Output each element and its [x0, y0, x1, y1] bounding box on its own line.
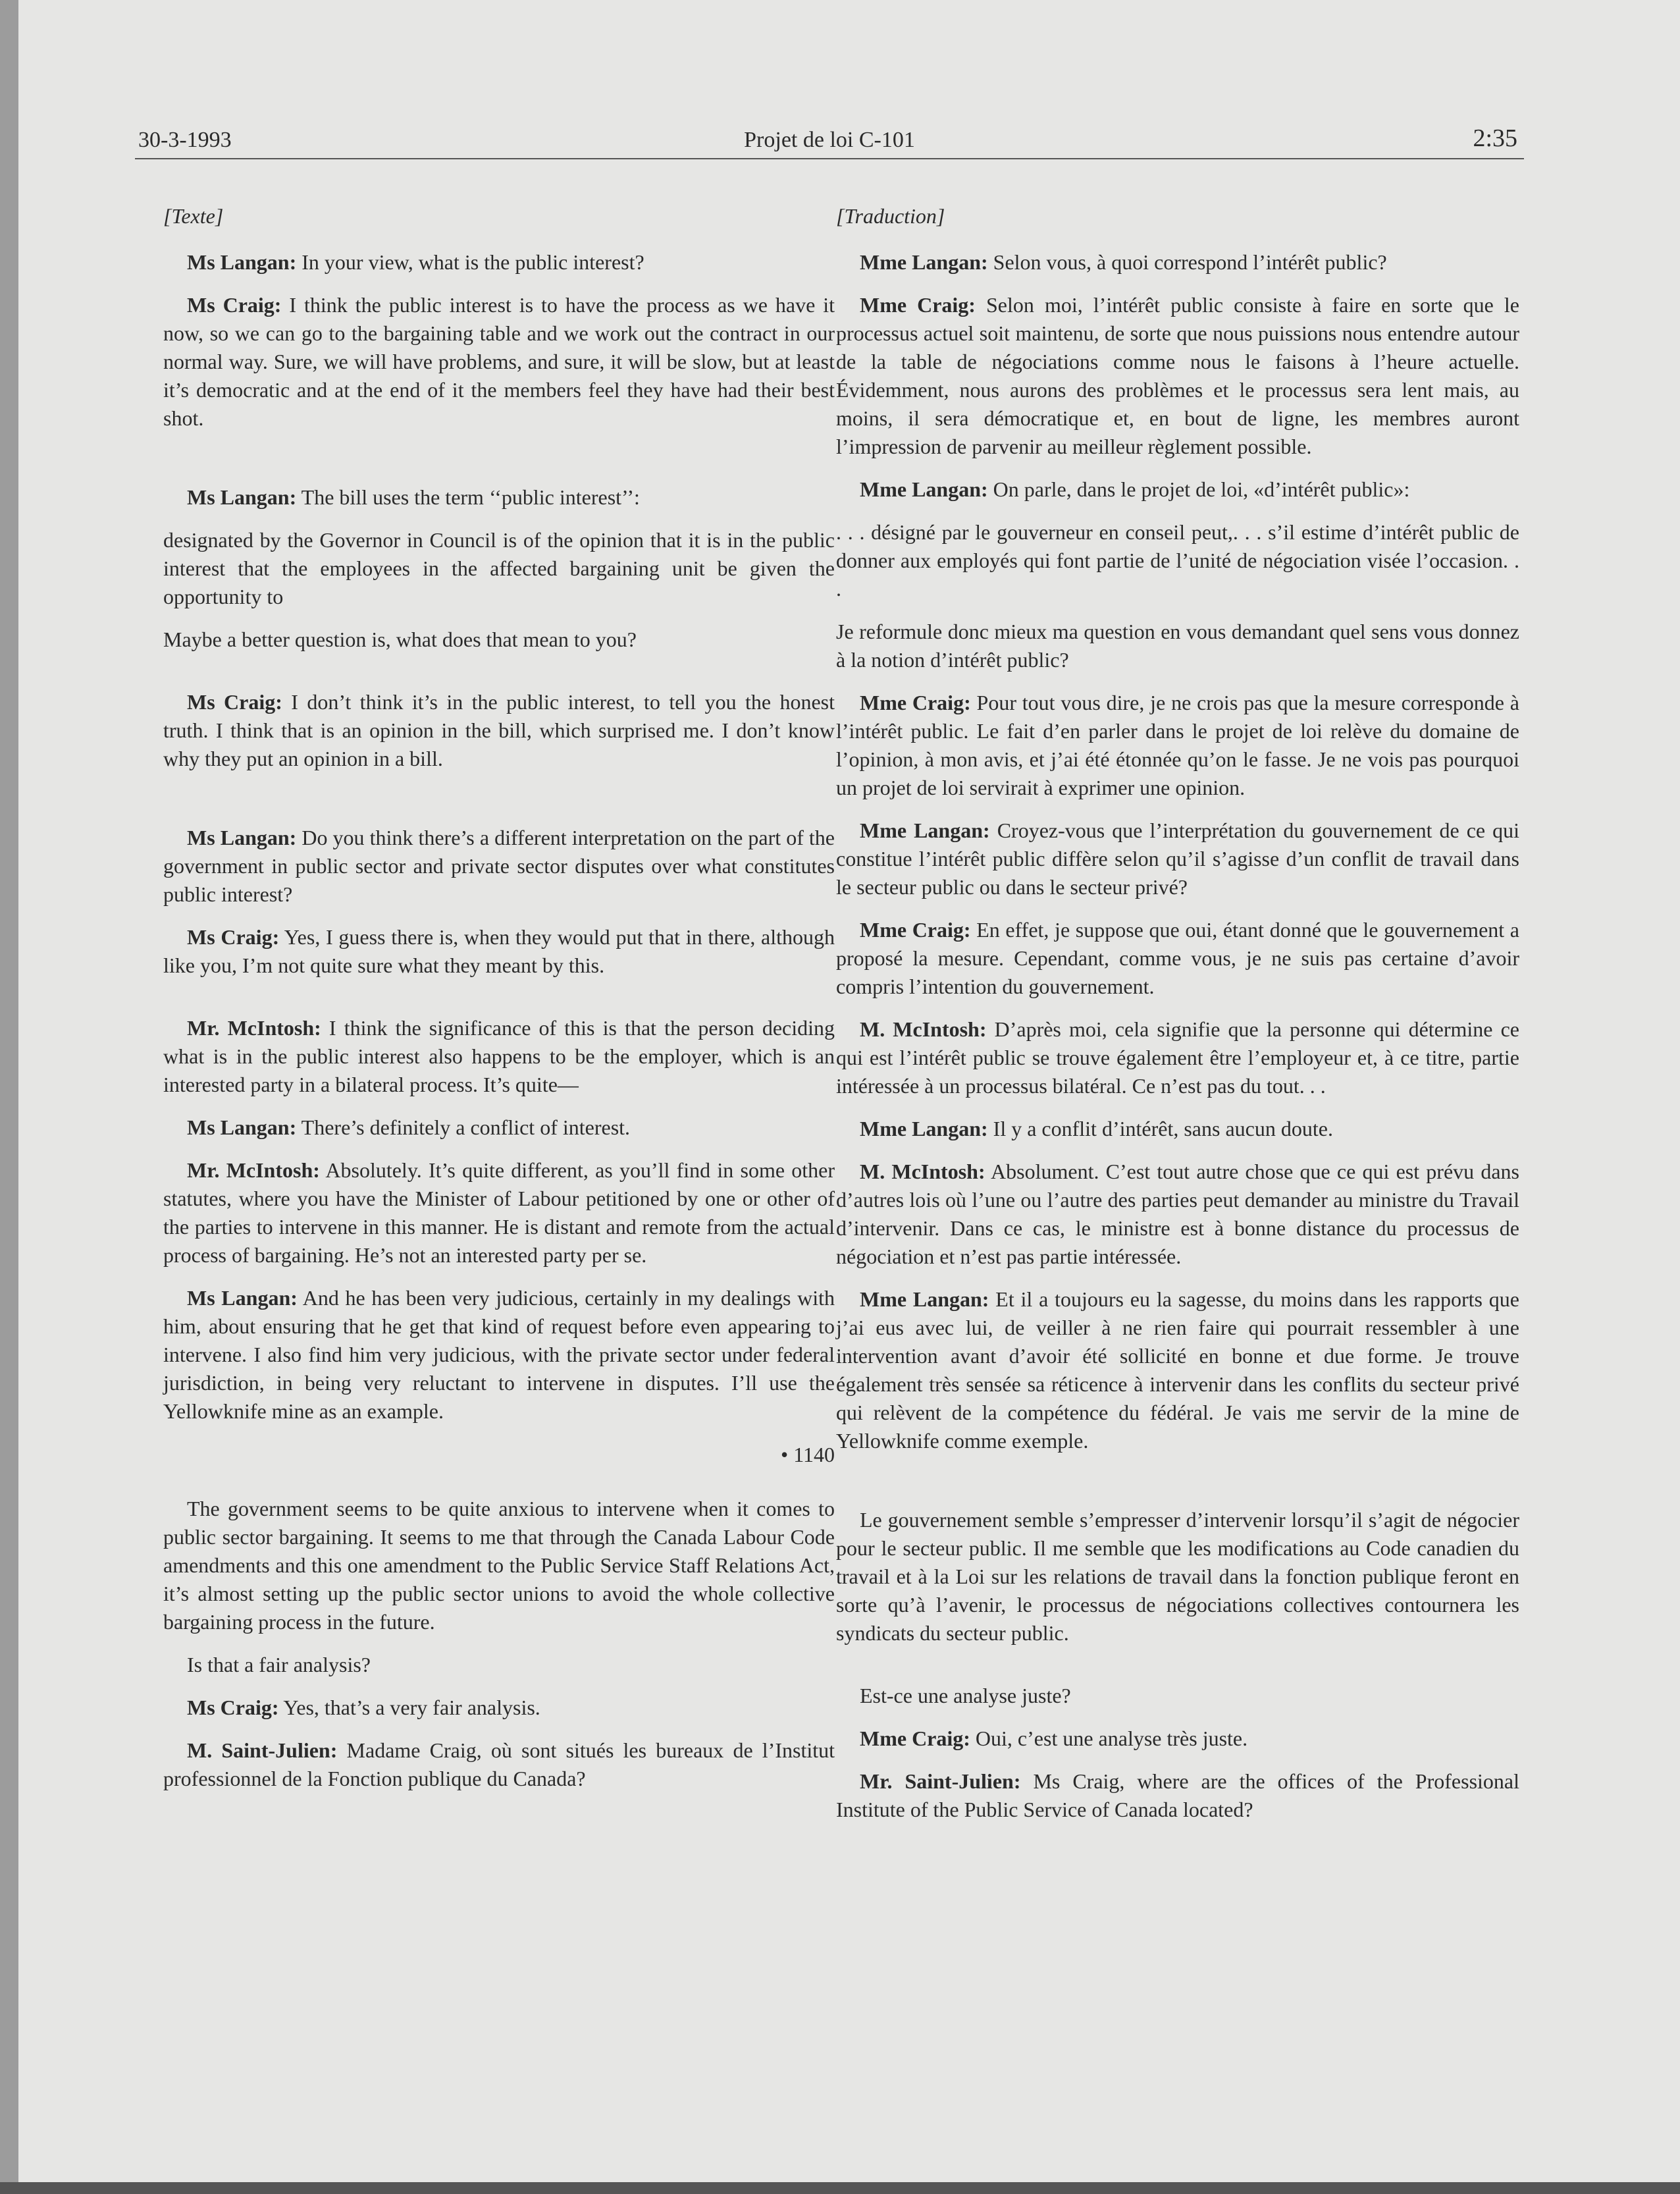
speaker: Mme Craig:	[860, 918, 971, 942]
speech: The bill uses the term ‘‘public interest’’:	[296, 485, 640, 509]
paragraph	[163, 291, 835, 433]
left-column	[163, 198, 835, 1807]
speaker: Mme Langan:	[860, 1287, 989, 1311]
paragraph	[836, 1158, 1519, 1271]
speech: In your view, what is the public interest?	[296, 250, 644, 274]
speech: Madame Craig, où sont situés les bureaux de l’Institut professionnel de la Fonction publique du Canada?	[163, 1738, 835, 1790]
speech: Oui, c’est une analyse très juste.	[970, 1726, 1248, 1750]
speaker: Ms Langan:	[187, 250, 297, 274]
paragraph	[836, 916, 1519, 1001]
speech: Selon moi, l’intérêt public consiste à faire en sorte que le processus actuel soit maintenu, de sorte que nous puissions nous entendre autour de la table de négociations comme nous le faisons à l’heure actuelle. Évidemment, nous aurons des problèmes et le processus sera lent mais, au moins, il sera démocratique et, en bout de ligne, les membres auront l’impression de parvenir au meilleur règlement possible.	[836, 293, 1520, 458]
speaker: M. Saint-Julien:	[187, 1738, 338, 1762]
speaker: Mr. Saint-Julien:	[860, 1769, 1021, 1793]
speech: I think the public interest is to have the process as we have it now, so we can go to the bargaining table and we work out the contract in our normal way. Sure, we will have problems, and sure, it will be slow, but at least it’s democratic and at the end of it the members feel they have had their best shot.	[163, 293, 835, 430]
speech: Selon vous, à quoi correspond l’intérêt public?	[987, 250, 1387, 274]
paragraph: Je reformule donc mieux ma question en vous demandant quel sens vous donnez à la notion d’intérêt public?	[836, 620, 1519, 672]
speech: I think the significance of this is that the person deciding what is in the public interest also happens to be the employer, which is an interested party in a bilateral process. It’s quite—	[163, 1016, 835, 1096]
speech: Absolument. C’est tout autre chose que ce qui est prévu dans d’autres lois où l’une ou l’autre des parties peut demander au ministre du Travail d’intervenir. Dans ce cas, le ministre est à bonne distance du processus de négociation et n’est pas partie intéressée.	[836, 1160, 1520, 1268]
speaker: Ms Craig:	[187, 1696, 279, 1719]
speech: Yes, that’s a very fair analysis.	[278, 1696, 540, 1719]
speaker: Ms Langan:	[187, 485, 297, 509]
speaker: Mme Craig:	[860, 293, 976, 317]
page-edge-shadow	[0, 0, 18, 2194]
paragraph	[836, 1725, 1519, 1753]
quoted-text: . . . désigné par le gouverneur en conseil peut,. . . s’il estime d’intérêt public de donner aux employés qui font partie de l’unité de négociation visée l’occasion. . .	[836, 520, 1519, 601]
speaker: Mme Langan:	[860, 477, 988, 501]
speech: Et il a toujours eu la sagesse, du moins dans les rapports que j’ai eus avec lui, de veiller à ne rien faire qui pourrait ressembler à une intervention avant d’avoir été sollicité en bonne et due forme. Je trouve également très sensée sa réticence à intervenir dans les conflits du secteur privé qui relèvent de la compétence du fédéral. Je vais me servir de la mine de Yellowknife comme exemple.	[836, 1287, 1520, 1453]
page-bottom-edge	[0, 2182, 1680, 2194]
speaker: M. McIntosh:	[860, 1017, 987, 1041]
speech: Do you think there’s a different interpretation on the part of the government in public sector and private sector disputes over what constitutes public interest?	[163, 826, 835, 906]
speech: Absolutely. It’s quite different, as you’ll find in some other statutes, where you have the Minister of Labour petitioned by one or other of the parties to intervene in this manner. He is distant and remote from the actual process of bargaining. He’s not an interested party per se.	[163, 1158, 835, 1267]
paragraph	[163, 1156, 835, 1270]
paragraph	[163, 923, 835, 980]
speech: Croyez-vous que l’interprétation du gouvernement de ce qui constitue l’intérêt public diffère selon qu’il s’agisse d’un conflit de travail dans le secteur public ou dans le secteur privé?	[836, 818, 1520, 899]
right-column-label: [Traduction]	[836, 204, 945, 228]
header-page-number: 2:35	[1473, 124, 1517, 152]
right-column	[836, 198, 1519, 1838]
paragraph	[836, 475, 1519, 504]
paragraph	[836, 291, 1519, 461]
speaker: Mr. McIntosh:	[187, 1016, 321, 1040]
paragraph: Maybe a better question is, what does that mean to you?	[163, 628, 637, 651]
quoted-text: designated by the Governor in Council is of the opinion that it is in the public interest that the employees in the affected bargaining unit be given the opportunity to	[163, 528, 835, 608]
speaker: Ms Langan:	[187, 1286, 298, 1310]
speech: I don’t think it’s in the public interest, to tell you the honest truth. I think that is an opinion in the bill, which surprised me. I don’t know why they put an opinion in a bill.	[163, 690, 835, 770]
paragraph	[163, 1014, 835, 1099]
paragraph	[836, 1285, 1519, 1455]
paragraph	[836, 689, 1519, 802]
paragraph: Is that a fair analysis?	[187, 1653, 371, 1676]
paragraph	[163, 1113, 835, 1142]
paragraph	[163, 1736, 835, 1793]
paragraph: Le gouvernement semble s’empresser d’intervenir lorsqu’il s’agit de négocier pour le secteur public. Il me semble que les modifications au Code canadien du travail et à la Loi sur les relations de travail dans la fonction publique feront en sorte qu’à l’avenir, le processus de négociations collectives contournera les syndicats du secteur public.	[836, 1508, 1519, 1645]
paragraph	[836, 816, 1519, 901]
speech: There’s definitely a conflict of interest.	[296, 1115, 631, 1139]
timestamp: • 1140	[780, 1443, 835, 1466]
speech: Ms Craig, where are the offices of the Professional Institute of the Public Service of Canada located?	[836, 1769, 1520, 1821]
paragraph	[163, 1284, 835, 1426]
speech: D’après moi, cela signifie que la personne qui détermine ce qui est l’intérêt public se trouve également être l’employeur et, à ce titre, partie intéressée à un processus bilatéral. Ce n’est pas du tout. . .	[836, 1017, 1520, 1098]
speech: Pour tout vous dire, je ne crois pas que la mesure corresponde à l’intérêt public. Le fait d’en parler dans le projet de loi relève du domaine de l’opinion, à mon avis, et j’ai été étonnée qu’on le fasse. Je ne vois pas pourquoi un projet de loi servirait à exprimer une opinion.	[836, 691, 1520, 799]
paragraph	[836, 1767, 1519, 1824]
speaker: Ms Craig:	[187, 925, 280, 949]
speaker: Ms Langan:	[187, 1115, 297, 1139]
speech: On parle, dans le projet de loi, «d’intérêt public»:	[987, 477, 1410, 501]
paragraph: Est-ce une analyse juste?	[860, 1684, 1071, 1707]
speaker: Mme Langan:	[860, 1117, 988, 1140]
speech: Il y a conflit d’intérêt, sans aucun doute.	[987, 1117, 1333, 1140]
speaker: Ms Langan:	[187, 826, 297, 849]
paragraph	[163, 248, 835, 277]
speaker: Mme Craig:	[860, 1726, 970, 1750]
paragraph	[163, 824, 835, 909]
speaker: Mme Craig:	[860, 691, 971, 714]
paragraph	[836, 1115, 1519, 1143]
speaker: Mme Langan:	[860, 818, 990, 842]
paragraph: The government seems to be quite anxious to intervene when it comes to public sector bargaining. It seems to me that through the Canada Labour Code amendments and this one amendment to the Public Service Staff Relations Act, it’s almost setting up the public sector unions to avoid the whole collective bargaining process in the future.	[163, 1497, 835, 1634]
speaker: Mr. McIntosh:	[187, 1158, 320, 1182]
paragraph	[836, 1015, 1519, 1100]
paragraph	[163, 1694, 835, 1722]
paragraph	[163, 688, 835, 773]
speech: Yes, I guess there is, when they would put that in there, although like you, I’m not quite sure what they meant by this.	[163, 925, 835, 977]
page-header	[135, 119, 1524, 159]
paragraph	[163, 483, 835, 512]
speaker: Ms Craig:	[187, 690, 282, 714]
paragraph	[836, 248, 1519, 277]
header-date: 30-3-1993	[138, 128, 232, 152]
speech: En effet, je suppose que oui, étant donné que le gouvernement a proposé la mesure. Cependant, comme vous, je ne suis pas certaine d’avoir compris l’intention du gouvernement.	[836, 918, 1520, 998]
speech: And he has been very judicious, certainly in my dealings with him, about ensuring that he get that kind of request before even appearing to intervene. I also find him very judicious, with the private sector under federal jurisdiction, in being very reluctant to intervene in disputes. I’ll use the Yellowknife mine as an example.	[163, 1286, 835, 1423]
left-column-label: [Texte]	[163, 204, 224, 228]
speaker: Ms Craig:	[187, 293, 282, 317]
speaker: Mme Langan:	[860, 250, 988, 274]
speaker: M. McIntosh:	[860, 1160, 985, 1183]
header-title: Projet de loi C-101	[744, 128, 915, 152]
